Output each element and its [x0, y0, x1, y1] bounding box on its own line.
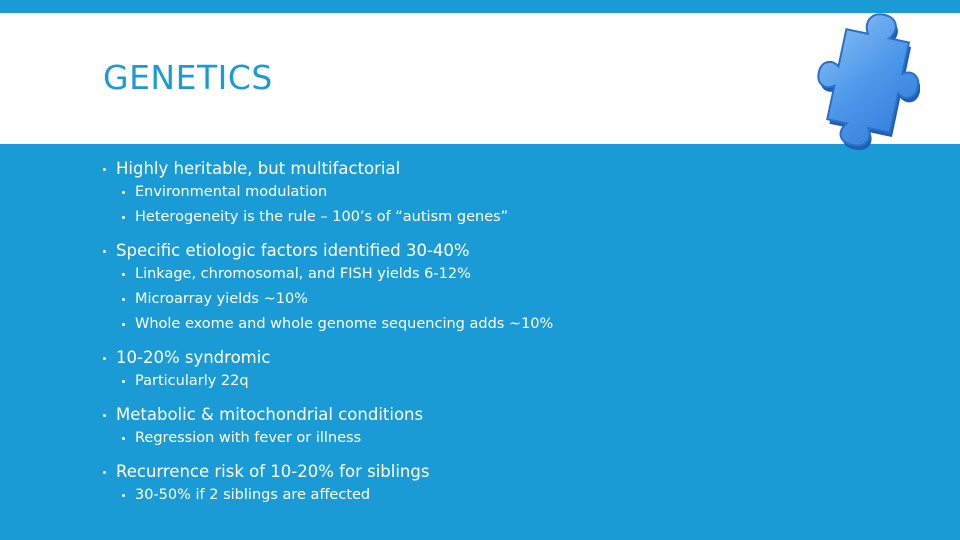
- bullet-dot-icon: [103, 357, 106, 360]
- sub-bullet-item: [100, 483, 700, 508]
- sub-bullet-item: [100, 180, 700, 205]
- bullet-text: Recurrence risk of 10-20% for siblings: [116, 462, 430, 481]
- bullet-group: [100, 404, 700, 451]
- bullet-dot-icon: [103, 414, 106, 417]
- sub-bullet-text: 30-50% if 2 siblings are affected: [135, 487, 371, 503]
- bullet-item: [100, 404, 700, 426]
- bullet-dot-icon: [103, 168, 106, 171]
- sub-bullet-text: Microarray yields ~10%: [135, 291, 308, 307]
- bullet-group: [100, 240, 700, 337]
- bullet-dot-icon: [103, 471, 106, 474]
- sub-bullet-text: Whole exome and whole genome sequencing adds ~10%: [135, 316, 554, 332]
- bullet-text: 10-20% syndromic: [116, 348, 271, 367]
- bullet-dot-icon: [122, 494, 125, 497]
- sub-bullet-text: Regression with fever or illness: [135, 430, 362, 446]
- bullet-group: [100, 347, 700, 394]
- bullet-dot-icon: [122, 191, 125, 194]
- sub-bullet-item: [100, 287, 700, 312]
- bullet-dot-icon: [122, 216, 125, 219]
- puzzle-piece-icon: [808, 4, 920, 158]
- bullet-text: Metabolic & mitochondrial conditions: [116, 405, 424, 424]
- sub-bullet-item: [100, 262, 700, 287]
- bullet-item: [100, 158, 700, 180]
- bullet-group: [100, 461, 700, 508]
- sub-bullet-text: Linkage, chromosomal, and FISH yields 6-12%: [135, 266, 471, 282]
- sub-bullet-item: [100, 312, 700, 337]
- sub-bullet-text: Particularly 22q: [135, 373, 249, 389]
- bullet-group: [100, 158, 700, 230]
- bullet-dot-icon: [103, 250, 106, 253]
- bullet-dot-icon: [122, 273, 125, 276]
- sub-bullet-item: [100, 426, 700, 451]
- bullet-text: Highly heritable, but multifactorial: [116, 159, 401, 178]
- sub-bullet-text: Heterogeneity is the rule – 100’s of “autism genes”: [135, 209, 509, 225]
- sub-bullet-item: [100, 205, 700, 230]
- bullet-dot-icon: [122, 380, 125, 383]
- bullet-text: Specific etiologic factors identified 30-40%: [116, 241, 470, 260]
- bullet-item: [100, 461, 700, 483]
- bullet-dot-icon: [122, 437, 125, 440]
- bullet-dot-icon: [122, 323, 125, 326]
- bullet-item: [100, 347, 700, 369]
- slide-title: GENETICS: [103, 58, 273, 97]
- bullet-list: [100, 158, 700, 518]
- sub-bullet-item: [100, 369, 700, 394]
- bullet-dot-icon: [122, 298, 125, 301]
- bullet-item: [100, 240, 700, 262]
- sub-bullet-text: Environmental modulation: [135, 184, 328, 200]
